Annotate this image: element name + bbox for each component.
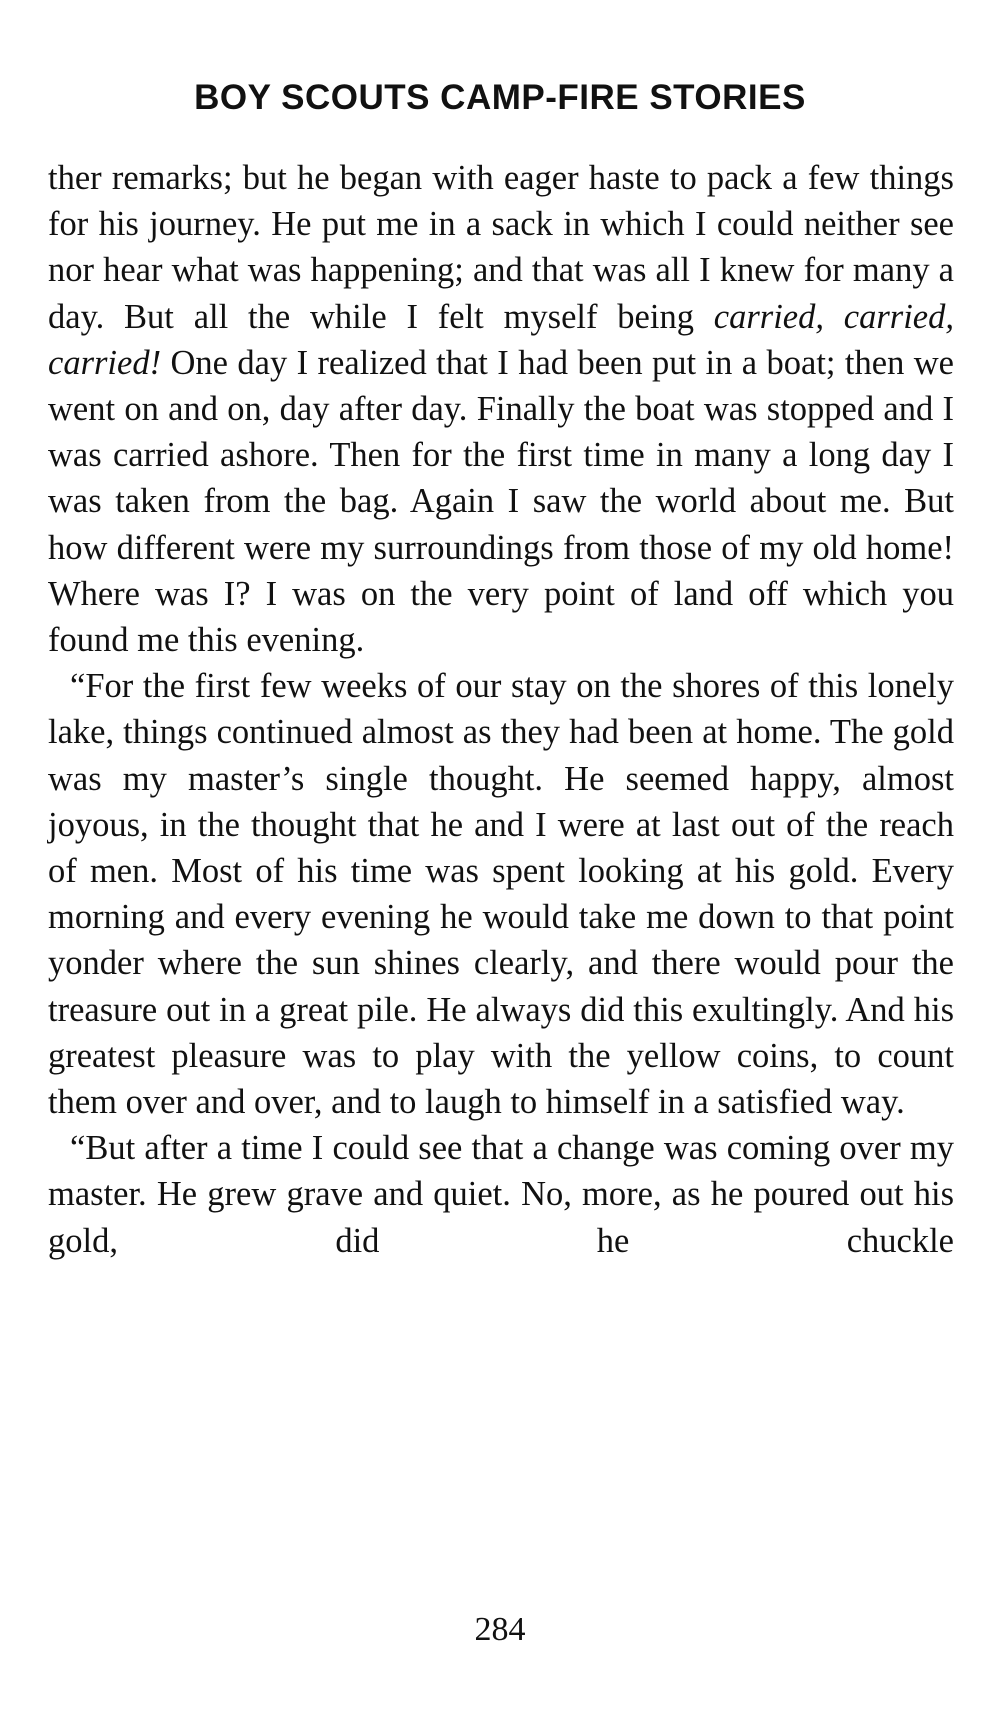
paragraph-1-text-end: One day I realized that I had been put in a boat; then we went on and on, day after day. Finally the boat was stopped and I was carried ashore. Then for the first time in many a long day I was taken from the bag. Again I saw the world about me. But how different were my surroundings from those of my old home! Where was I? I was on the very point of land off which you found me this evening.	[48, 343, 954, 660]
paragraph-1-text-start: ther remarks; but he began with eager haste to pack a few things for his journey. He put me in a sack in which I could neither see nor hear what was happening; and that was all I knew for many a day. But all the while I felt myself being	[48, 159, 954, 336]
paragraph-1	[48, 155, 954, 663]
paragraph-3: “But after a time I could see that a change was coming over my master. He grew grave and quiet. No, more, as he poured out his gold, did he chuckle	[48, 1129, 954, 1260]
paragraph-2: “For the first few weeks of our stay on the shores of this lonely lake, things continued almost as they had been at home. The gold was my master’s single thought. He seemed happy, almost joyous, in the thought that he and I were at last out of the reach of men. Most of his time was spent looking at his gold. Every morning and every evening he would take me down to that point yonder where the sun shines clearly, and there would pour the treasure out in a great pile. He always did this exultingly. And his greatest pleasure was to play with the yellow coins, to count them over and over, and to laugh to himself in a satisfied way.	[48, 667, 954, 1122]
running-title: BOY SCOUTS CAMP-FIRE STORIES	[194, 78, 806, 117]
paragraph-1-italic-phrase: carried, carried, carried!	[48, 297, 954, 382]
body-text	[48, 155, 954, 1264]
page-number: 284	[474, 1611, 526, 1648]
